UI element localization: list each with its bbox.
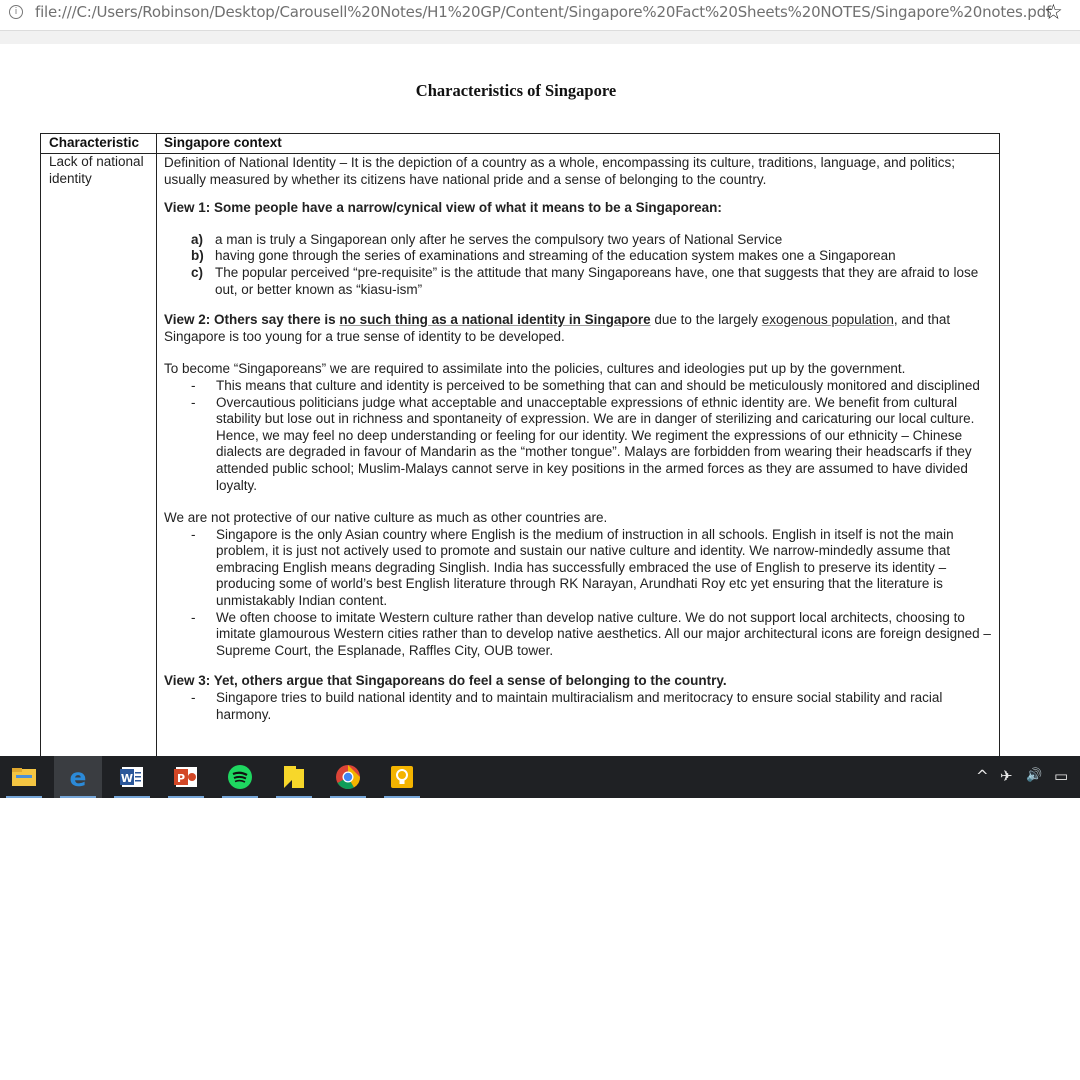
list-marker: - xyxy=(191,394,196,410)
list-item xyxy=(191,265,994,298)
running-indicator xyxy=(276,796,312,798)
list-item-text: Singapore is the only Asian country where English is the medium of instruction in all schools. English in itself is not the main problem, it is just not actively used to promote and sustain our native culture and identity. We narrow-mindedly assume that embracing English means degrading Singlish. India has successfully embraced the use of English to preserve its identity – producing some of world’s best English literature through RK Narayan, Arundhati Roy etc yet ensuring that the literature is unmistakably Indian content. xyxy=(216,526,954,609)
running-indicator xyxy=(222,796,258,798)
taskbar-app-tips[interactable] xyxy=(378,756,426,798)
running-indicator xyxy=(60,796,96,798)
taskbar-app-powerpoint[interactable] xyxy=(162,756,210,798)
list-marker: a) xyxy=(191,231,204,247)
view1-heading: View 1: Some people have a narrow/cynical view of what it means to be a Singaporean: xyxy=(164,200,722,216)
sticky-notes-icon xyxy=(281,765,307,789)
column-divider xyxy=(156,134,157,756)
list-item-text: Singapore tries to build national identity and to maintain multiracialism and meritocracy to ensure social stability and racial harmony. xyxy=(216,690,943,722)
favorite-star-icon[interactable]: ☆ xyxy=(1044,0,1063,24)
running-indicator xyxy=(168,796,204,798)
list-item-text: a man is truly a Singaporean only after he serves the compulsory two years of National Service xyxy=(215,231,783,247)
list-marker: - xyxy=(191,526,196,542)
svg-text:P: P xyxy=(176,772,186,785)
view2-rest: , and that Singapore is too young for a true sense of identity to be developed. xyxy=(164,312,951,344)
toolbar-separator xyxy=(0,30,1080,45)
view2-lead: View 2: Others say there is xyxy=(164,312,336,328)
lightbulb-icon xyxy=(389,765,415,789)
svg-text:e: e xyxy=(69,765,87,789)
view2-underlined: no such thing as a national identity in Singapore xyxy=(339,312,651,328)
taskbar-app-chrome[interactable] xyxy=(324,756,372,798)
running-indicator xyxy=(330,796,366,798)
edge-icon xyxy=(65,765,91,789)
list-marker: - xyxy=(191,377,196,393)
list-item xyxy=(191,248,994,265)
header-divider xyxy=(41,153,999,154)
column-header-context: Singapore context xyxy=(164,135,282,150)
assimilate-list xyxy=(164,378,994,494)
taskbar-app-spotify[interactable] xyxy=(216,756,264,798)
view2-underlined2: exogenous population xyxy=(761,312,894,328)
column-header-characteristic: Characteristic xyxy=(49,135,140,150)
taskbar-app-edge[interactable] xyxy=(54,756,102,798)
show-hidden-icons-icon[interactable]: ^ xyxy=(976,767,989,785)
definition-text: Definition of National Identity – It is the depiction of a country as a whole, encompassing its culture, traditions, language, and politics; usually measured by whether its citizens have national pride and a sense of belonging to the country. xyxy=(164,155,955,187)
list-item xyxy=(191,527,994,610)
taskbar-app-sticky-notes[interactable] xyxy=(270,756,318,798)
view3-heading: View 3: Yet, others argue that Singaporeans do feel a sense of belonging to the country. xyxy=(164,673,727,689)
list-item-text: We often choose to imitate Western culture rather than develop native culture. We do not support local architects, choosing to imitate glamourous Western cities rather than to develop native aesthetics. All our major architectural icons are foreign designed – Supreme Court, the Esplanade, Raffles City, OUB tower. xyxy=(216,609,991,658)
list-item xyxy=(191,610,994,660)
list-item xyxy=(191,378,994,395)
list-item-text: having gone through the series of examinations and streaming of the education system makes one a Singaporean xyxy=(215,248,896,264)
svg-text:W: W xyxy=(120,772,134,785)
native-list xyxy=(164,527,994,660)
word-icon xyxy=(119,765,145,789)
view2-paragraph xyxy=(164,312,994,345)
taskbar-app-word[interactable] xyxy=(108,756,156,798)
running-indicator xyxy=(6,796,42,798)
info-icon[interactable]: i xyxy=(9,5,23,19)
list-item-text: The popular perceived “pre-requisite” is the attitude that many Singaporeans have, one that suggests that they are afraid to lose out, or better known as “kiasu-ism” xyxy=(215,264,979,297)
list-item xyxy=(191,395,994,495)
list-item-text: Overcautious politicians judge what acceptable and unacceptable expressions of ethnic identity are. We benefit from cultural stability but lose out in richness and spontaneity of expression. We are in danger of sterilizing and caricaturing our local culture. Hence, we may feel no deep understanding or feeling for our identity. We regiment the expressions of our ethnicity – Chinese dialects are degraded in favour of Mandarin as the “mother tongue”. Malays are forbidden from wearing their headscarfs if they attended public school; Muslim-Malays cannot serve in key positions in the armed forces as they are assumed to have divided loyalty. xyxy=(216,394,975,493)
running-indicator xyxy=(384,796,420,798)
battery-icon[interactable]: ▭ xyxy=(1054,767,1069,785)
characteristics-table xyxy=(40,133,1000,756)
volume-icon[interactable]: 🔊 xyxy=(1026,768,1043,783)
view2-mid: due to the largely xyxy=(654,312,758,328)
spotify-icon xyxy=(227,765,253,789)
list-marker: - xyxy=(191,609,196,625)
list-item xyxy=(191,232,994,249)
address-bar xyxy=(0,0,1080,26)
list-marker: c) xyxy=(191,264,204,280)
view1-list xyxy=(164,232,994,298)
chrome-icon xyxy=(335,765,361,789)
list-item-text: This means that culture and identity is perceived to be something that can and should be meticulously monitored and disciplined xyxy=(216,377,980,393)
pdf-page[interactable] xyxy=(0,44,1080,756)
assimilate-intro: To become “Singaporeans” we are required to assimilate into the policies, cultures and ideologies put up by the government. xyxy=(164,361,906,377)
characteristic-cell: Lack of national identity xyxy=(49,154,144,186)
view3-list xyxy=(164,690,994,723)
system-tray xyxy=(970,756,1080,798)
taskbar-app-file-explorer[interactable] xyxy=(0,756,48,798)
airplane-mode-icon[interactable]: ✈ xyxy=(1000,767,1013,785)
list-marker: b) xyxy=(191,248,204,264)
context-cell xyxy=(164,155,994,723)
taskbar xyxy=(0,756,1080,798)
running-indicator xyxy=(114,796,150,798)
url-text[interactable]: file:///C:/Users/Robinson/Desktop/Carousell%20Notes/H1%20GP/Content/Singapore%20Fact%20Sheets%20NOTES/Singapore%20notes.pdf xyxy=(35,3,1051,21)
folder-icon xyxy=(11,765,37,789)
native-intro: We are not protective of our native culture as much as other countries are. xyxy=(164,510,608,526)
list-marker: - xyxy=(191,690,196,706)
page-title: Characteristics of Singapore xyxy=(415,81,617,100)
powerpoint-icon xyxy=(173,765,199,789)
list-item xyxy=(191,690,994,723)
